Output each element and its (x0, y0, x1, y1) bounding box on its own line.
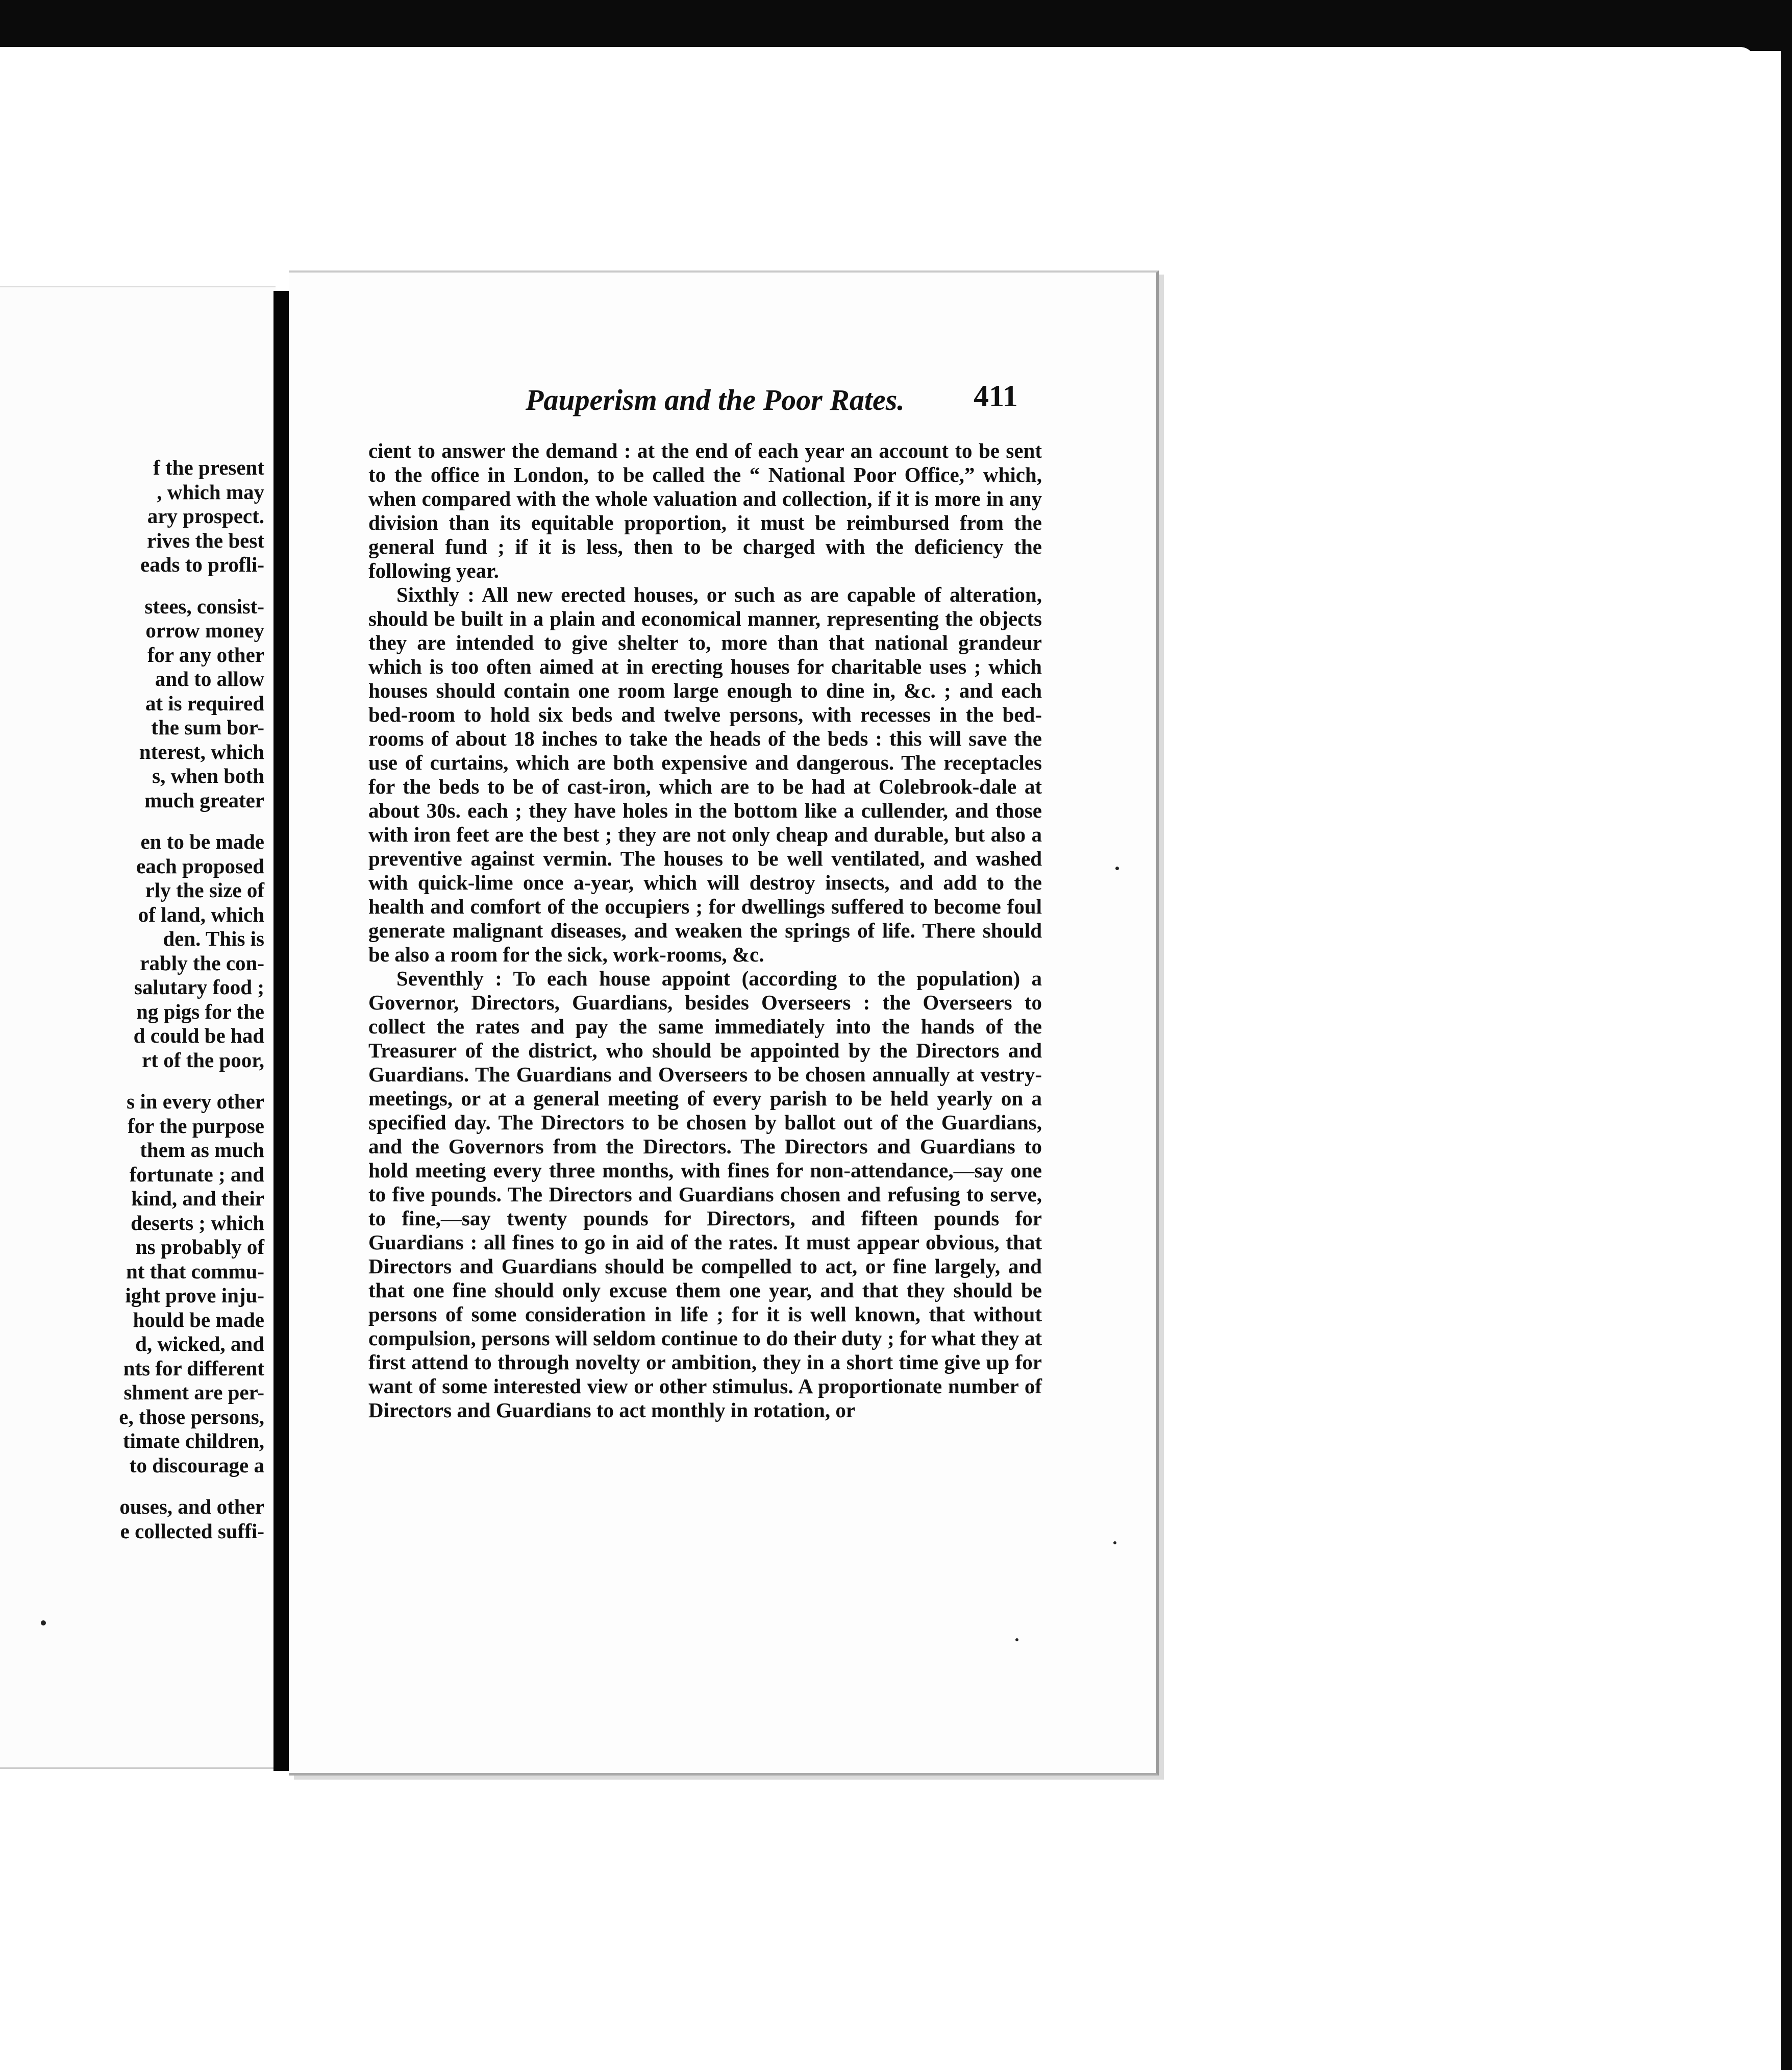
left-page-line: timate children, (122, 1429, 264, 1452)
left-page-line: e collected suffi- (120, 1519, 264, 1543)
left-page-line: orrow money (145, 619, 264, 642)
scan-border-right (1781, 0, 1792, 2070)
paragraph: Sixthly : All new erected houses, or such as are capable of alteration, should be built in a plain and economical manner, representing the objects they are intended to give shelter to, more than that national grandeur which is too often aimed at in erecting houses for charitable uses ; which houses should contain one room large enough to dine in, &c. ; and each bed-room to hold six beds and twelve persons, with recesses in the bed-rooms of about 18 inches to take the heads of the beds : this will save the use of curtains, which are both expensive and dangerous. The receptacles for the beds to be of cast-iron, which are to be had at Colebrook-dale at about 30s. each ; they have holes in the bottom like a cullender, and those with iron feet are the best ; they are not only cheap and durable, but also a preventive against vermin. The houses to be well ventilated, and washed with quick-lime once a-year, which will destroy insects, and add to the health and comfort of the occupiers ; for dwellings suffered to become foul generate malignant diseases, and weaken the springs of life. There should be also a room for the sick, work-rooms, &c. (368, 583, 1042, 966)
left-page-line: ary prospect. (147, 504, 264, 528)
left-page-line: d could be had (133, 1024, 264, 1047)
scan-speck (1115, 867, 1119, 870)
left-page-line: for any other (147, 643, 264, 667)
left-page-line: nt that commu- (126, 1259, 264, 1283)
left-page-line: kind, and their (131, 1187, 264, 1210)
left-page-line: rly the size of (145, 878, 264, 902)
left-page-line: much greater (144, 788, 264, 812)
left-page-line: ns probably of (135, 1235, 264, 1259)
left-page-line: eads to profli- (140, 553, 264, 576)
left-page-line: en to be made (140, 830, 264, 853)
left-page-line: each proposed (136, 854, 264, 878)
left-page-line: rt of the poor, (142, 1048, 264, 1072)
book-gutter (273, 291, 289, 1771)
left-page-fragment (0, 286, 276, 1769)
paragraph: Seventhly : To each house appoint (according to the population) a Governor, Directors, Guardians, besides Overseers : the Overseers to collect the rates and pay the same immediately into the hands of the Treasurer of the district, who should be appointed by the Directors and Guardians. The Guardians and Overseers to be chosen annually at vestry-meetings, or at a general meeting of every parish to be held yearly on a specified day. The Directors to be chosen by ballot out of the Guardians, and the Governors from the Directors. The Directors and Guardians to hold meeting every three months, with fines for non-attendance,—say one to five pounds. The Directors and Guardians chosen and refusing to serve, to fine,—say twenty pounds for Directors, and fifteen pounds for Guardians : all fines to go in aid of the rates. It must appear obvious, that Directors and Guardians should be compelled to act, or fine largely, and that one fine should only excuse them one year, and that they should be persons of some consideration in life ; for it is well known, that without compulsion, persons will seldom continue to do their duty ; for what they at first attend to through novelty or ambition, they in a short time give up for want of some interested view or other stimulus. A proportionate number of Directors and Guardians to act monthly in rotation, or (368, 967, 1042, 1422)
left-page-line: nterest, which (139, 740, 264, 763)
left-page-line: shment are per- (123, 1381, 264, 1404)
left-page-line: of land, which (138, 902, 264, 926)
left-page-line: s, when both (152, 764, 264, 787)
paragraph: cient to answer the demand : at the end of each year an account to be sent to the office in London, to be called the “ National Poor Office,” which, when compared with the whole valuation and collection, if it is more in any division than its equitable proportion, it must be reimbursed from the general fund ; if it is less, then to be charged with the deficiency the following year. (368, 439, 1042, 582)
left-page-line: the sum bor- (151, 716, 264, 739)
scan-speck (41, 1620, 46, 1625)
left-page-line: salutary food ; (134, 975, 264, 999)
left-page-line: den. This is (163, 927, 264, 950)
scan-speck (1015, 1638, 1018, 1641)
page-body (368, 439, 1042, 1422)
left-page-line: them as much (140, 1138, 264, 1162)
left-page-line: ight prove inju- (125, 1284, 264, 1307)
page-number: 411 (974, 379, 1018, 413)
left-page-text (119, 456, 264, 1543)
left-page-line: d, wicked, and (135, 1332, 264, 1356)
left-page-line: rably the con- (140, 951, 264, 975)
left-page-line: , which may (157, 480, 264, 504)
left-page-line: ouses, and other (119, 1495, 264, 1518)
left-page-line: to discourage a (129, 1453, 264, 1477)
left-page-line: stees, consist- (144, 594, 264, 618)
left-page-line: fortunate ; and (129, 1162, 264, 1186)
left-page-line: for the purpose (127, 1114, 264, 1138)
left-page-line: at is required (145, 691, 264, 715)
left-page-line: e, those persons, (119, 1404, 264, 1428)
scan-speck (1113, 1541, 1116, 1544)
left-page-line: nts for different (123, 1356, 264, 1380)
left-page-line: ng pigs for the (136, 999, 264, 1023)
left-page-line: hould be made (133, 1308, 264, 1332)
left-page-line: rives the best (146, 528, 264, 552)
left-page-line: s in every other (127, 1090, 264, 1113)
left-page-line: deserts ; which (131, 1211, 264, 1235)
scan-border-top (0, 0, 1792, 51)
left-page-line: f the present (153, 456, 264, 479)
left-page-line: and to allow (155, 667, 264, 691)
running-head: Pauperism and the Poor Rates. (526, 383, 905, 416)
